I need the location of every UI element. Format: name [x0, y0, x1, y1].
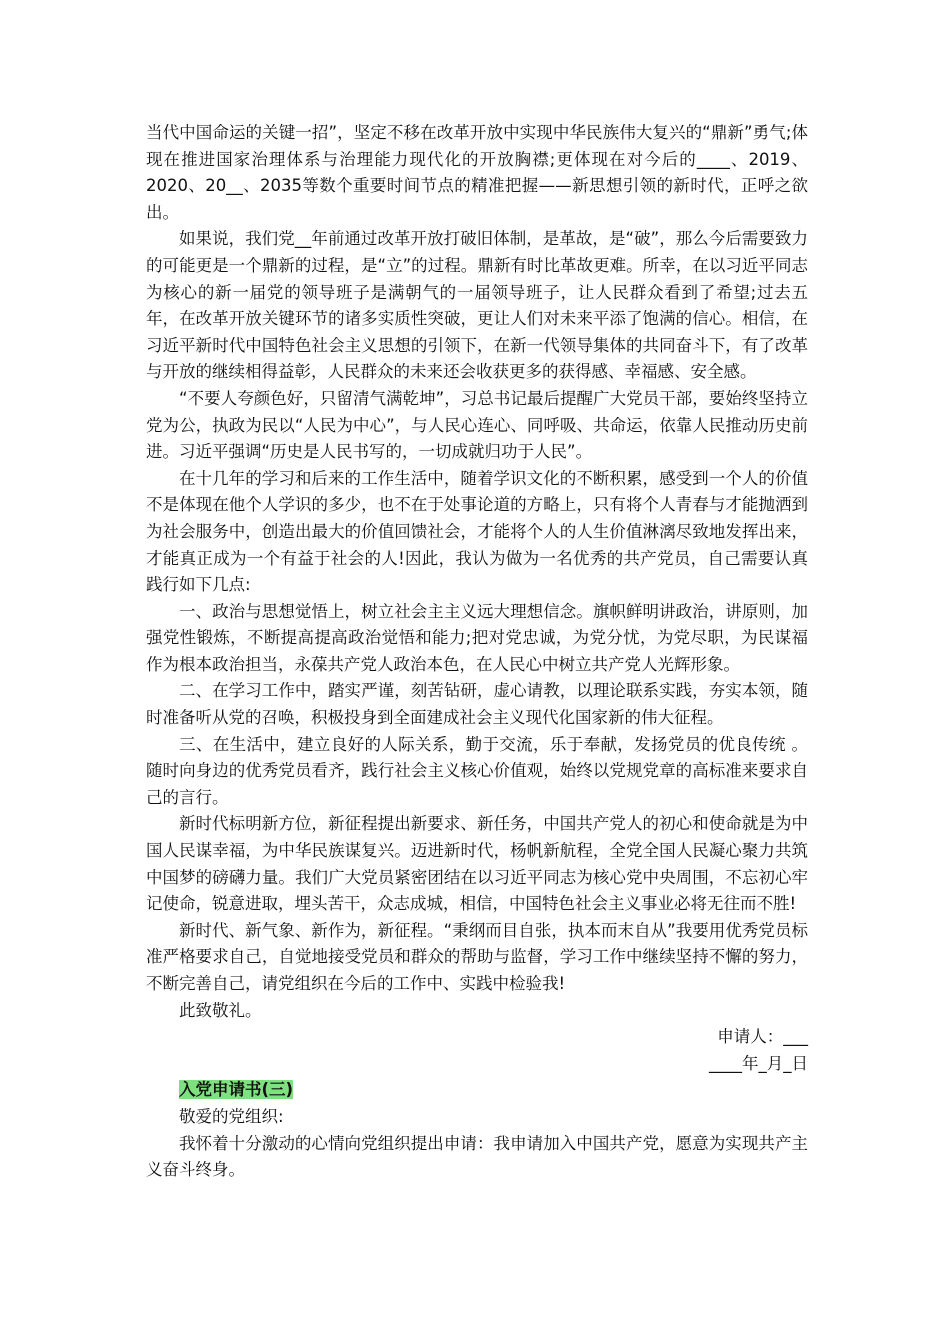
document-body: [146, 120, 808, 1184]
paragraph-5: 一、政治与思想觉悟上，树立社会主主义远大理想信念。旗帜鲜明讲政治，讲原则，加强党性锻炼，不断提高提高政治觉悟和能力;把对党忠诚，为党分忧，为党尽职，为民谋福作为根本政治担当，永葆共产党人政治本色，在人民心中树立共产党人光辉形象。: [146, 601, 808, 674]
paragraph-4: 在十几年的学习和后来的工作生活中，随着学识文化的不断积累，感受到一个人的价值不是体现在他个人学识的多少，也不在于处事论道的方略上，只有将个人青春与才能抛洒到为社会服务中，创造出最大的价值回馈社会，才能将个人的人生价值淋漓尽致地发挥出来，才能真正成为一个有益于社会的人!因此，我认为做为一名优秀的共产党员，自己需要认真践行如下几点:: [146, 468, 808, 595]
signature-applicant: 申请人：___: [717, 1027, 808, 1047]
paragraph-2: 如果说，我们党__年前通过改革开放打破旧体制，是革故，是“破”，那么今后需要致力的可能更是一个鼎新的过程，是“立”的过程。鼎新有时比革故更难。所幸，在以习近平同志为核心的新一届党的领导班子是满朝气的一届领导班子，让人民群众看到了希望;过去五年，在改革开放关键环节的诸多实质性突破，更让人们对未来平添了饱满的信心。相信，在习近平新时代中国特色社会主义思想的引领下，在新一代领导集体的共同奋斗下，有了改革与开放的继续相得益彰，人民群众的未来还会收获更多的获得感、幸福感、安全感。: [146, 229, 808, 382]
paragraph-3: “不要人夸颜色好，只留清气满乾坤”，习总书记最后提醒广大党员干部，要始终坚持立党为公，执政为民以“人民为中心”，与人民心连心、同呼吸、共命运，依靠人民推动历史前进。习近平强调“历史是人民书写的，一切成就归功于人民”。: [146, 388, 808, 462]
paragraph-8: 新时代标明新方位，新征程提出新要求、新任务，中国共产党人的初心和使命就是为中国人民谋幸福，为中华民族谋复兴。迈进新时代，杨帆新航程，全党全国人民凝心聚力共筑中国梦的磅礴力量。我们广大党员紧密团结在以习近平同志为核心党中央周围，不忘初心牢记使命，锐意进取，埋头苦干，众志成城，相信，中国特色社会主义事业必将无往而不胜!: [146, 814, 808, 914]
signature-date: ____年_月_日: [709, 1053, 808, 1073]
paragraph-6: 二、在学习工作中，踏实严谨，刻苦钻研，虚心请教，以理论联系实践，夯实本领，随时准备听从党的召唤，积极投身到全面建成社会主义现代化国家新的伟大征程。: [146, 681, 808, 728]
closing-salute: 此致敬礼。: [179, 1000, 262, 1020]
section2-paragraph-1: 我怀着十分激动的心情向党组织提出申请：我申请加入中国共产党，愿意为实现共产主义奋斗终身。: [146, 1133, 808, 1180]
salutation: 敬爱的党组织:: [179, 1106, 284, 1126]
paragraph-9: 新时代、新气象、新作为，新征程。“秉纲而目自张，执本而末自从”我要用优秀党员标准严格要求自己，自觉地接受党员和群众的帮助与监督，学习工作中继续坚持不懈的努力，不断完善自己，请党组织在今后的工作中、实践中检验我!: [146, 920, 808, 993]
paragraph-7: 三、在生活中，建立良好的人际关系，勤于交流，乐于奉献，发扬党员的优良传统 。随时向身边的优秀党员看齐，践行社会主义核心价值观，始终以党规党章的高标准来要求自己的言行。: [146, 734, 808, 807]
paragraph-1: 当代中国命运的关键一招”，坚定不移在改革开放中实现中华民族伟大复兴的“鼎新”勇气;体现在推进国家治理体系与治理能力现代化的开放胸襟;更体现在对今后的____、2019、2020、20__、2035等数个重要时间节点的精准把握——新思想引领的新时代，正呼之欲出。: [146, 123, 808, 222]
section-heading: [146, 1077, 808, 1104]
section-heading-text: 入党申请书(三): [179, 1080, 294, 1100]
